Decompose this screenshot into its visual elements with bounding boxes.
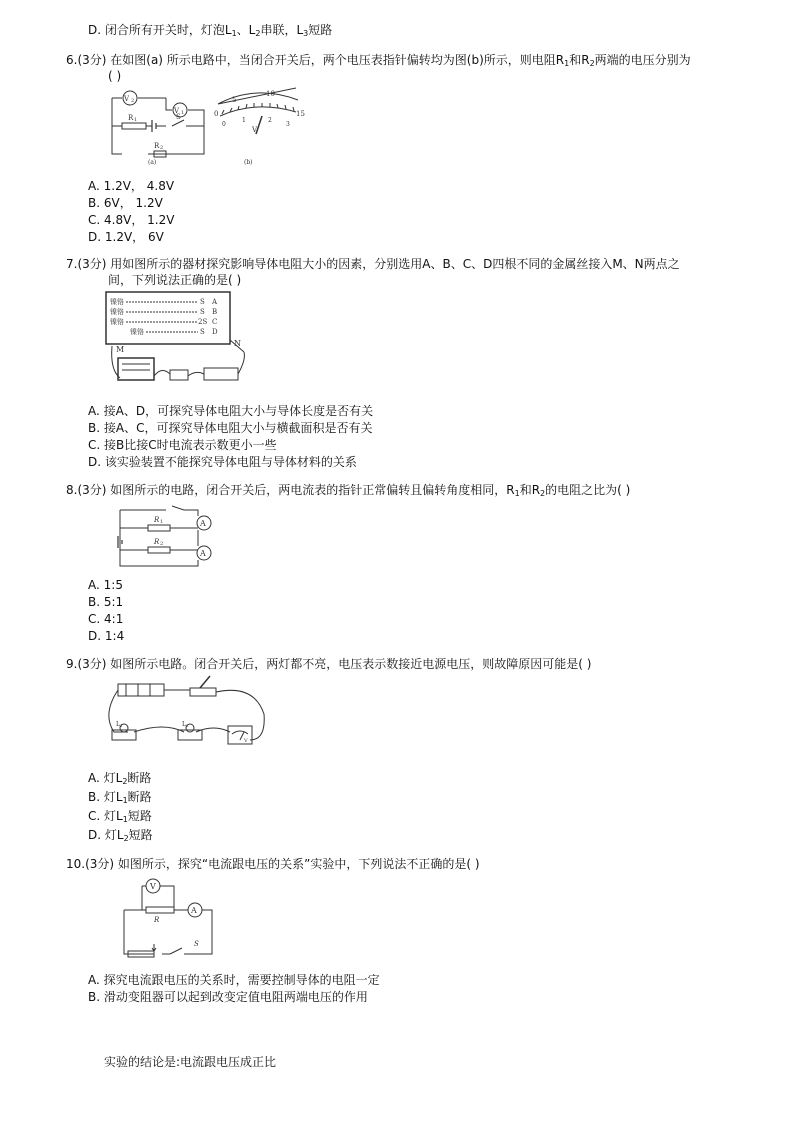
svg-text:镍铬: 镍铬 [130, 328, 144, 336]
q7-figure [104, 290, 254, 396]
resistor-r2-icon [148, 547, 170, 553]
q9-option-b[interactable]: B. 灯$L_1$断路 [88, 790, 152, 805]
q6-figure [106, 86, 306, 166]
prev-question-option-d [88, 22, 332, 38]
svg-text:R: R [154, 516, 160, 524]
svg-text:2: 2 [268, 117, 272, 124]
svg-text:A: A [191, 906, 197, 915]
svg-text:S: S [200, 328, 205, 336]
svg-text:1: 1 [242, 117, 246, 124]
svg-text:15: 15 [296, 110, 305, 118]
svg-text:镍铬: 镍铬 [110, 308, 124, 316]
q10-option-b[interactable]: B. 滑动变阻器可以起到改变定值电阻两端电压的作用 [88, 990, 368, 1004]
svg-text:N: N [234, 339, 241, 348]
svg-text:C: C [212, 318, 218, 326]
q6-option-b[interactable]: B. 6V， 1.2V [88, 196, 163, 210]
svg-text:R: R [154, 142, 160, 150]
battery-icon [152, 120, 156, 132]
q8-option-b[interactable]: B. 5:1 [88, 595, 124, 609]
resistor-r-icon [146, 907, 174, 913]
svg-text:0: 0 [222, 121, 226, 128]
svg-text:V: V [244, 738, 248, 744]
svg-text:1: 1 [134, 117, 138, 123]
svg-text:(b): (b) [244, 159, 253, 166]
svg-text:S: S [200, 298, 205, 306]
switch-icon [170, 948, 182, 954]
svg-text:L: L [116, 721, 120, 728]
svg-text:L: L [182, 721, 186, 728]
q9-option-c[interactable]: C. 灯$L_1$短路 [88, 809, 152, 824]
battery-pack-icon [118, 684, 164, 696]
svg-text:R: R [154, 916, 160, 924]
q8-stem-line1: 8.(3分) 如图所示的电路，闭合开关后，两电流表的指针正常偏转且偏转角度相同，$R_1$和$R_2$的电阻之比为( ) [66, 483, 631, 498]
q9-stem-line1: 9.(3分) 如图所示电路。闭合开关后，两灯都不亮，电压表示数接近电源电压，则故障原因可能是( ) [66, 657, 592, 671]
svg-text:D: D [212, 328, 218, 336]
svg-text:A: A [200, 549, 206, 558]
svg-text:R: R [128, 114, 134, 122]
option-text: 闭合所有开关时，灯泡$L_1$、$L_2$串联，$L_3$短路 [104, 23, 333, 38]
svg-text:1: 1 [160, 519, 164, 525]
resistor-r1-icon [148, 525, 170, 531]
svg-text:5: 5 [232, 96, 237, 104]
voltmeter-icon [228, 726, 252, 744]
q6-option-a[interactable]: A. 1.2V， 4.8V [88, 179, 175, 193]
q9-figure [104, 674, 270, 756]
svg-text:A: A [200, 519, 206, 528]
svg-text:V: V [124, 95, 130, 103]
q6-option-d[interactable]: D. 1.2V， 6V [88, 230, 164, 244]
switch-icon [170, 370, 188, 380]
svg-text:2: 2 [160, 541, 164, 547]
q7-option-a[interactable]: A. 接A、D，可探究导体电阻大小与导体长度是否有关 [88, 404, 374, 418]
q6-stem-line2: ( ) [108, 69, 122, 83]
resistor-r1-icon [122, 123, 146, 129]
q8-figure [114, 500, 218, 570]
q8-option-c[interactable]: C. 4:1 [88, 612, 124, 626]
svg-text:B: B [212, 308, 218, 316]
q9-option-a[interactable]: A. 灯$L_2$断路 [88, 771, 152, 786]
q6-stem-line1: 6.(3分) 在如图(a) 所示电路中，当闭合开关后，两个电压表指针偏转均为图(b)所示，则电阻$R_1$和$R_2$两端的电压分别为 [66, 53, 691, 68]
svg-text:10: 10 [266, 90, 275, 98]
q7-option-c[interactable]: C. 接B比接C时电流表示数更小一些 [88, 438, 277, 452]
q8-option-a[interactable]: A. 1:5 [88, 578, 123, 592]
switch-icon [190, 688, 216, 696]
svg-text:S: S [194, 940, 199, 948]
svg-text:V: V [174, 107, 180, 115]
svg-text:R: R [154, 538, 160, 546]
battery-pack-icon [204, 368, 238, 380]
svg-text:0: 0 [214, 110, 219, 118]
svg-text:S: S [176, 113, 181, 121]
q7-stem-line1: 7.(3分) 用如图所示的器材探究影响导体电阻大小的因素，分别选用A、B、C、D四根不同的金属丝接入M、N两点之 [66, 257, 680, 271]
q6-option-c[interactable]: C. 4.8V， 1.2V [88, 213, 175, 227]
svg-text:V: V [252, 126, 258, 134]
svg-text:2: 2 [186, 723, 189, 728]
svg-text:1: 1 [181, 110, 185, 116]
svg-text:镍铬: 镍铬 [110, 318, 124, 326]
svg-text:V: V [150, 882, 156, 891]
svg-text:2: 2 [131, 98, 135, 104]
svg-text:M: M [116, 345, 125, 354]
q10-stem-line1: 10.(3分) 如图所示，探究“电流跟电压的关系”实验中，下列说法不正确的是( ) [66, 857, 480, 871]
svg-text:镍铬: 镍铬 [110, 298, 124, 306]
q10-option-a[interactable]: A. 探究电流跟电压的关系时，需要控制导体的电阻一定 [88, 973, 380, 987]
svg-text:2: 2 [160, 145, 164, 151]
footer-conclusion-text: 实验的结论是:电流跟电压成正比 [104, 1055, 277, 1069]
svg-text:(a): (a) [148, 159, 157, 166]
svg-text:3: 3 [286, 121, 290, 128]
q7-option-d[interactable]: D. 该实验装置不能探究导体电阻与导体材料的关系 [88, 455, 357, 469]
q7-option-b[interactable]: B. 接A、C，可探究导体电阻大小与横截面积是否有关 [88, 421, 373, 435]
q7-stem-line2: 间，下列说法正确的是( ) [108, 273, 242, 287]
option-label: D. [88, 23, 102, 37]
q8-option-d[interactable]: D. 1:4 [88, 629, 125, 643]
q9-option-d[interactable]: D. 灯$L_2$短路 [88, 828, 153, 843]
ammeter-box-icon [118, 358, 154, 380]
svg-text:A: A [212, 298, 218, 306]
svg-text:1: 1 [120, 723, 123, 728]
svg-text:S: S [200, 308, 205, 316]
q10-figure [114, 876, 224, 962]
svg-text:2S: 2S [198, 318, 208, 326]
